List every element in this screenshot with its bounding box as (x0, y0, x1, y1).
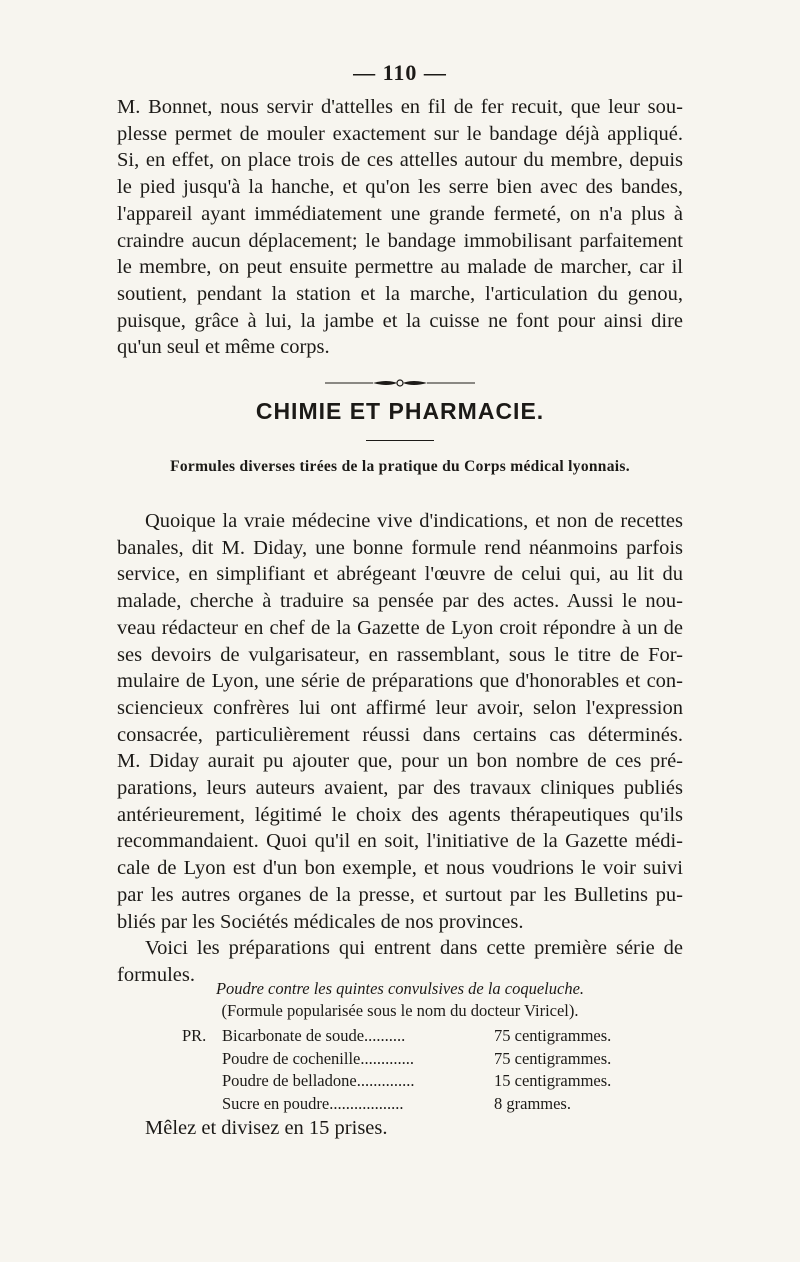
text-line: banales, dit M. Diday, une bonne formule rend néanmoins parfois (117, 536, 683, 559)
text-line: parations, leurs auteurs avaient, par des travaux cliniques publiés (117, 777, 683, 800)
ingredient-quantity: 15 centigrammes. (494, 1071, 612, 1090)
text-line: consacrée, particulièrement réussi dans certains cas déterminés. (117, 723, 683, 746)
recipe-note: (Formule popularisée sous le nom du docteur Viricel). (221, 1001, 579, 1020)
ingredient-row (182, 1025, 642, 1048)
divider-ornament-icon (325, 378, 475, 388)
recipe-instruction: Mêlez et divisez en 15 prises. (145, 1117, 388, 1139)
prescription-mark: PR. (182, 1026, 207, 1045)
intro-paragraph (117, 94, 683, 361)
ingredient-name: Poudre de belladone.............. (222, 1071, 415, 1090)
text-line: recommandaient. Quoi qu'il en soit, l'initiative de la Gazette médi- (117, 830, 683, 853)
text-line: malade, cherche à traduire sa pensée par des actes. Aussi le nou- (117, 590, 683, 613)
text-line: par les autres organes de la presse, et surtout par les Bulletins pu- (117, 883, 683, 906)
ingredient-list (182, 1025, 642, 1115)
text-line: service, en simplifiant et abrégeant l'œuvre de celui qui, au lit du (117, 563, 683, 586)
text-line: mulaire de Lyon, une série de préparations que d'honorables et con- (117, 670, 683, 693)
text-line: plesse permet de mouler exactement sur le bandage déjà appliqué. (117, 122, 683, 145)
text-line: puisque, grâce à lui, la jambe et la cuisse ne font pour ainsi dire (117, 309, 683, 332)
text-line: qu'un seul et même corps. (117, 336, 330, 359)
text-line: Si, en effet, on place trois de ces attelles autour du membre, depuis (117, 149, 683, 172)
ingredient-name: Sucre en poudre.................. (222, 1093, 404, 1113)
text-line: veau rédacteur en chef de la Gazette de Lyon croit répondre à un de (117, 616, 683, 639)
text-line: M. Diday aurait pu ajouter que, pour un bon nombre de ces pré- (117, 750, 683, 773)
text-line: M. Bonnet, nous servir d'attelles en fil de fer recuit, que leur sou- (117, 96, 683, 118)
text-line: bliés par les Sociétés médicales de nos provinces. (117, 910, 524, 933)
ingredient-quantity: 75 centigrammes. (494, 1026, 612, 1045)
recipe-title: Poudre contre les quintes convulsives de la coqueluche. (215, 979, 585, 998)
text-line: Voici les préparations qui entrent dans cette première série de (145, 937, 683, 960)
text-line: ses devoirs de vulgarisateur, en rassemblant, sous le titre de For- (117, 643, 683, 666)
ingredient-name: Bicarbonate de soude.......... (222, 1026, 406, 1045)
section-title: CHIMIE ET PHARMACIE. (255, 398, 545, 424)
ingredient-row (182, 1070, 642, 1093)
text-line: Quoique la vraie médecine vive d'indications, et non de recettes (145, 510, 683, 532)
ingredient-quantity: 8 grammes. (494, 1093, 571, 1113)
text-line: antérieurement, légitimé le choix des agents thérapeutiques qu'ils (117, 803, 683, 826)
text-line: le pied jusqu'à la hanche, et qu'on les serre bien avec des bandes, (117, 176, 683, 199)
text-line: craindre aucun déplacement; le bandage immobilisant parfaitement (117, 229, 683, 252)
text-line: l'appareil ayant immédiatement une grande fermeté, on n'a plus à (117, 202, 683, 225)
text-line: soutient, pendant la station et la marche, l'articulation du genou, (117, 282, 683, 305)
text-line: cale de Lyon est d'un bon exemple, et nous voudrions le voir suivi (117, 857, 683, 880)
ingredient-row (182, 1093, 642, 1116)
text-line: formules. (117, 963, 195, 986)
ingredient-quantity: 75 centigrammes. (494, 1048, 612, 1068)
article-subtitle: Formules diverses tirées de la pratique du Corps médical lyonnais. (170, 458, 630, 475)
main-paragraph (117, 508, 683, 989)
ingredient-name: Poudre de cochenille............. (222, 1048, 414, 1068)
title-rule (366, 440, 434, 441)
text-line: sciencieux confrères lui ont affirmé leur avoir, selon l'expression (117, 696, 683, 719)
page-number: — 110 — (353, 60, 447, 85)
text-line: le membre, on peut ensuite permettre au malade de marcher, car il (117, 256, 683, 279)
section-ornament (0, 375, 800, 393)
ingredient-row (182, 1048, 642, 1071)
